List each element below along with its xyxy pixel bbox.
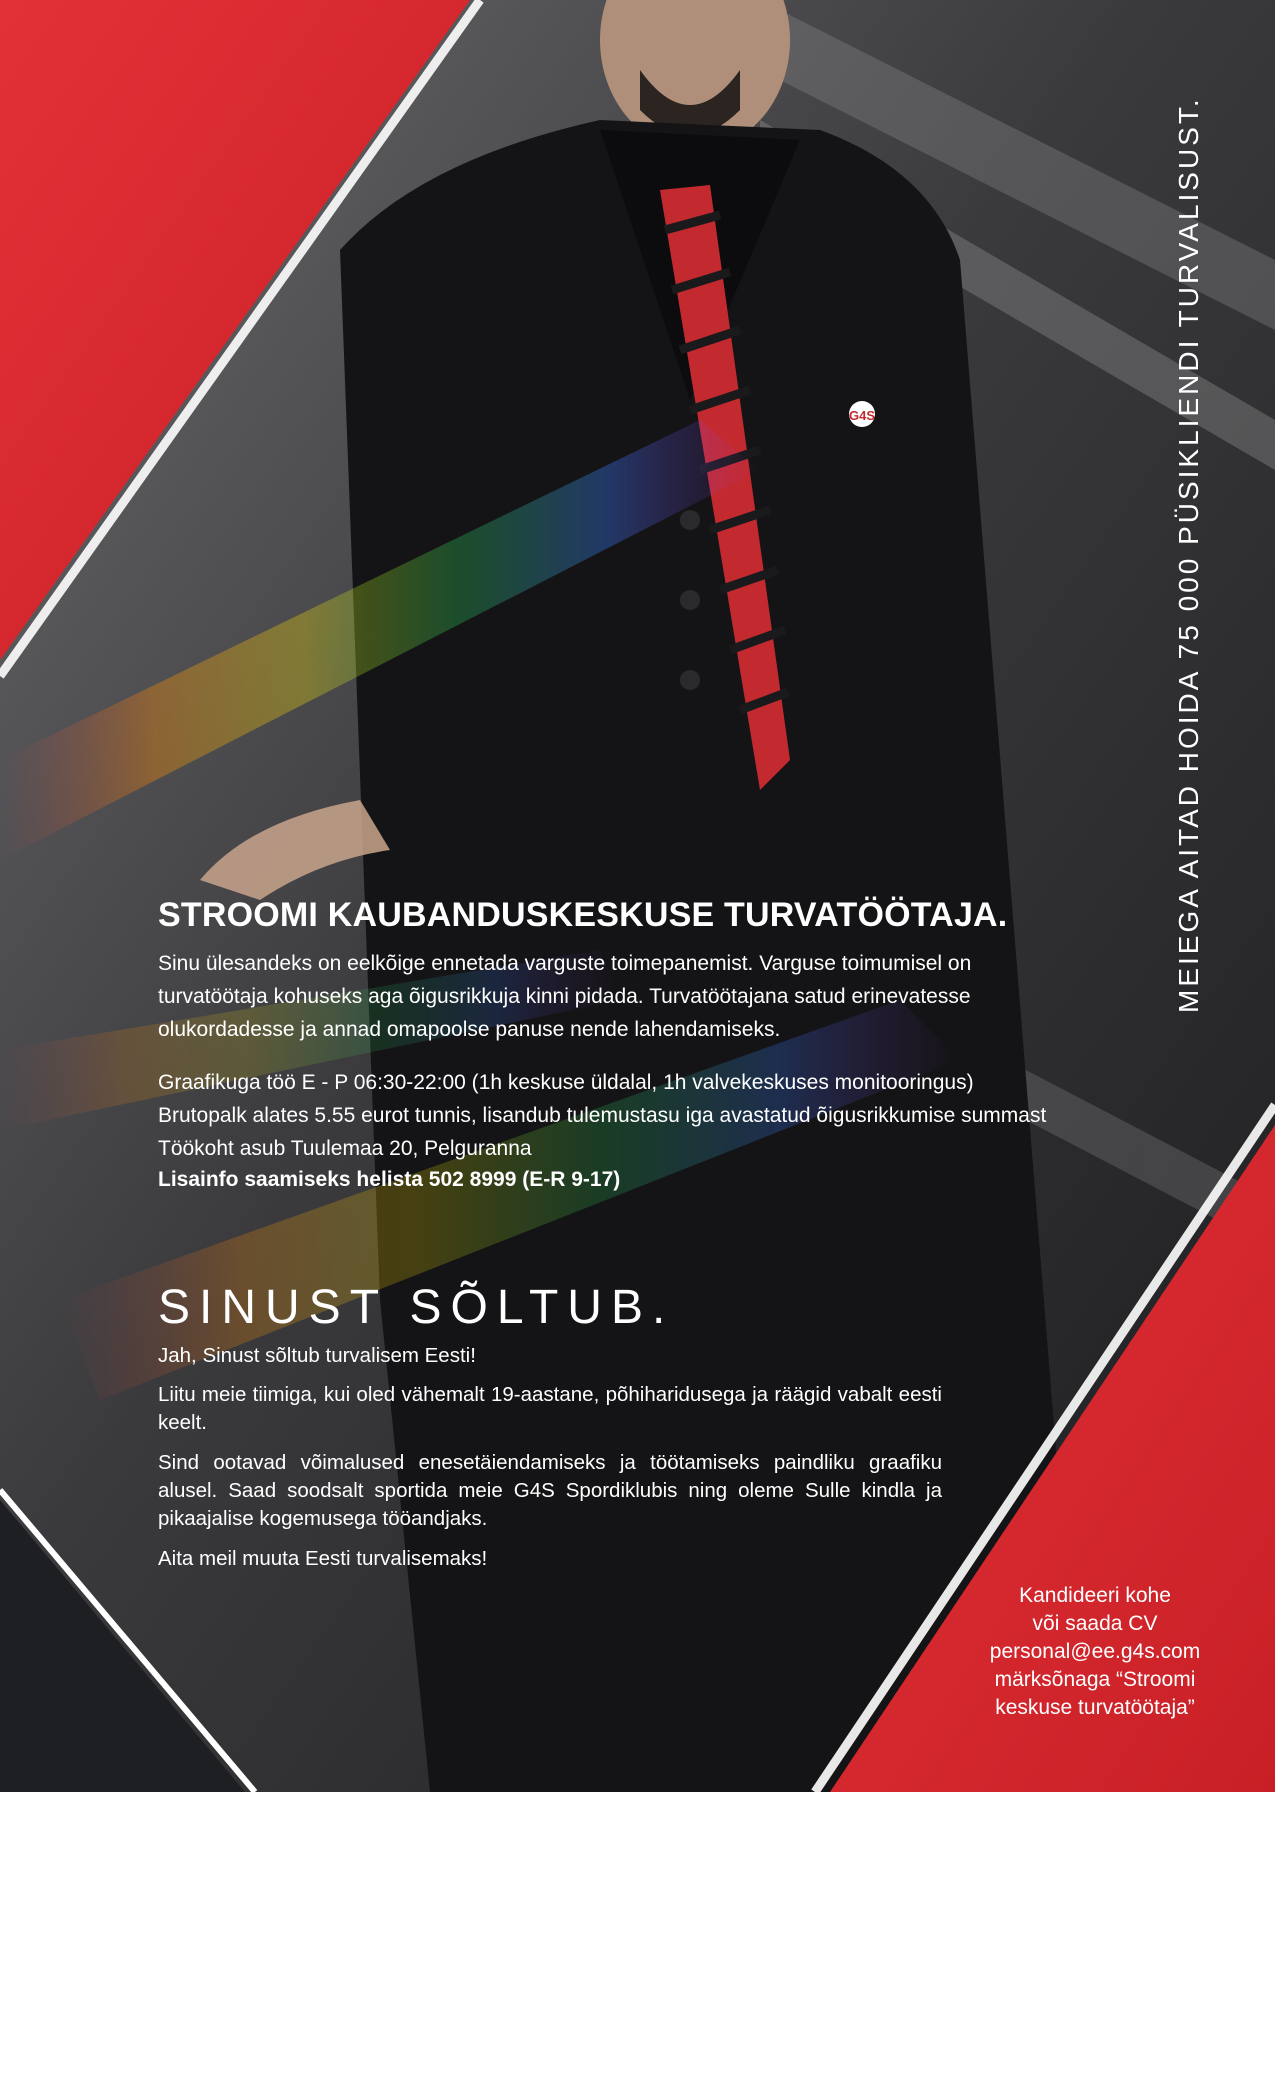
vertical-slogan: MEIEGA AITAD HOIDA 75 000 PÜSIKLIENDI TURVALISUST. bbox=[1173, 96, 1204, 1013]
job-title: STROOMI KAUBANDUSKESKUSE TURVATÖÖTAJA. bbox=[158, 896, 1008, 934]
apply-line-4: märksõnaga “Stroomi bbox=[994, 1668, 1196, 1691]
job-schedule: Graafikuga töö E - P 06:30-22:00 (1h keskuse üldalal, 1h valvekeskuses monitooringus) bbox=[158, 1071, 974, 1094]
job-description: Sinu ülesandeks on eelkõige ennetada varguste toimepanemist. Varguse toimumisel on turvatöötaja kohuseks aga õigusrikkuja kinni pidada. Turvatöötajana satud erinevatesse olukordadesse ja annad omapoolse panuse nende lahendamiseks. bbox=[158, 952, 972, 1041]
g4s-badge-icon: G4S bbox=[848, 408, 876, 423]
apply-line-1: Kandideeri kohe bbox=[1019, 1584, 1171, 1607]
section-title: SINUST SÕLTUB. bbox=[158, 1281, 675, 1334]
apply-block bbox=[950, 1582, 1240, 1722]
section-body bbox=[158, 1342, 942, 1585]
apply-line-2: või saada CV bbox=[1032, 1612, 1158, 1635]
apply-email-link[interactable]: personal@ee.g4s.com bbox=[989, 1640, 1201, 1663]
contact-phone: Lisainfo saamiseks helista 502 8999 (E-R 9-17) bbox=[158, 1168, 621, 1191]
job-salary: Brutopalk alates 5.55 eurot tunnis, lisandub tulemustasu iga avastatud õigusrikkumise summast bbox=[158, 1104, 1047, 1127]
section-paragraph-benefits: Sind ootavad võimalused enesetäiendamiseks ja töötamiseks paindliku graafiku alusel. Saad soodsalt sportida meie G4S Spordiklubis ning oleme Sulle kindla ja pikaajalise kogemusega tööandjaks. bbox=[158, 1451, 942, 1530]
section-intro: Jah, Sinust sõltub turvalisem Eesti! bbox=[158, 1344, 476, 1367]
section-paragraph-requirements: Liitu meie tiimiga, kui oled vähemalt 19-aastane, põhiharidusega ja räägid vabalt eesti keelt. bbox=[158, 1383, 942, 1434]
job-details bbox=[158, 1066, 1048, 1195]
apply-line-5: keskuse turvatöötaja” bbox=[995, 1696, 1195, 1719]
job-location: Töökoht asub Tuulemaa 20, Pelguranna bbox=[158, 1137, 532, 1160]
section-paragraph-closing: Aita meil muuta Eesti turvalisemaks! bbox=[158, 1547, 488, 1570]
job-description-block bbox=[158, 893, 1048, 1195]
blank-footer-area bbox=[0, 1792, 1275, 2100]
